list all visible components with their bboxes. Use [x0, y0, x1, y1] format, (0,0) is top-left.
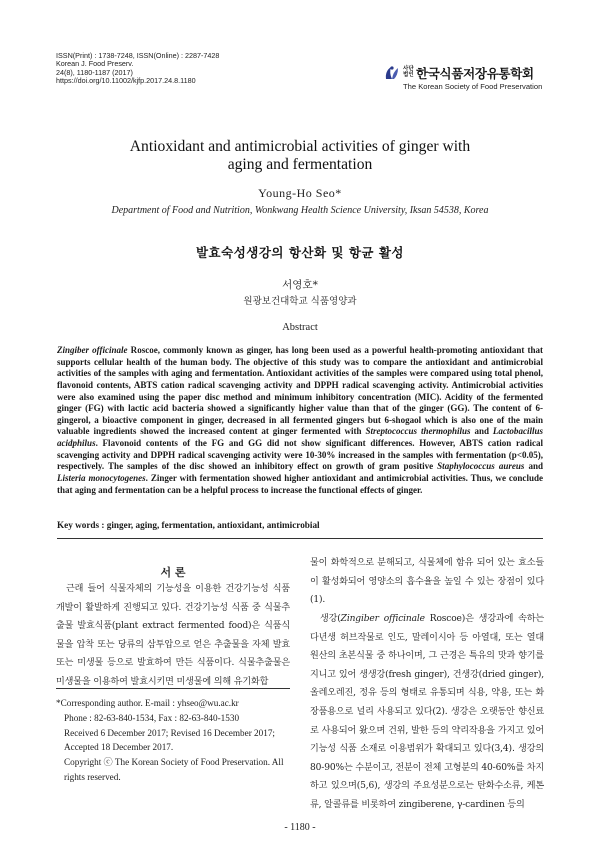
korean-affiliation: 원광보건대학교 식품영양과 — [243, 296, 357, 307]
abstract-heading: Abstract — [282, 322, 318, 333]
intro-paragraph-right-2: 생강(Zingiber officinale Roscoe)은 생강과에 속하는 다년생 허브작물로 인도, 말레이시아 등 아열대, 또는 열대 원산의 초본식물 중 하나이며, 그 근경은 특유의 맛과 향기를 지니고 있어 생생강(fresh ginger), 건생강(dried ginger), 올레오레진, 정유 등의 형태로 유통되며 식용, 약용, 또는 화장품용으로 널리 사용되고 있다(2). 생강은 오랫동안 향신료로 사용되어 왔으며 건위, 발한 등의 약리작용을 가지고 있어 기능성 식품 소재로 이용범위가 확대되고 있다(3,4). 생강의 80-90%는 수분이고, 전분이 전체 고형분의 40-60%를 차지하고 있으며(5,6), 생강의 주요성분으로는 탄화수소류, 케톤류, 알콜류를 비롯하여 zingiberene, γ-cardinen 등의 — [310, 614, 544, 810]
logo-small-text: 사단 법인 — [403, 66, 414, 78]
doi-link[interactable]: https://doi.org/10.11002/kjfp.2017.24.8.1180 — [56, 75, 196, 85]
intro-heading: 서 론 — [160, 566, 186, 579]
society-emblem-icon — [383, 64, 401, 82]
volume-line: 24(8), 1180-1187 (2017) — [56, 67, 133, 77]
article-title: Antioxidant and antimicrobial activities of ginger with aging and fermentation — [129, 138, 471, 173]
logo-english-name: The Korean Society of Food Preservation — [403, 82, 543, 91]
corresponding-author: *Corresponding author. E-mail : yhseo@wu.ac.kr — [56, 698, 239, 708]
footnote-divider — [56, 688, 290, 689]
accepted-date: Accepted 18 December 2017. — [64, 742, 174, 753]
keywords-label: Key words : — [57, 520, 105, 530]
author-name: Young-Ho Seo* — [258, 186, 342, 200]
keywords — [57, 520, 543, 530]
phone-fax: Phone : 82-63-840-1534, Fax : 82-63-840-1530 — [64, 712, 240, 723]
issn-line: ISSN(Print) : 1738-7248, ISSN(Online) : 2287-7428 — [56, 51, 220, 60]
korean-title: 발효숙성생강의 항산화 및 항균 활성 — [195, 245, 405, 260]
society-logo — [383, 60, 553, 100]
keywords-list: ginger, aging, fermentation, antioxidant, antimicrobial — [104, 520, 320, 530]
author-affiliation: Department of Food and Nutrition, Wonkwang Health Science University, Iksan 54538, Korea — [111, 205, 489, 216]
copyright: Copyright ⓒ The Korean Society of Food Preservation. All rights reserved. — [64, 757, 284, 782]
footnote — [56, 696, 290, 785]
page-number: - 1180 - — [284, 822, 316, 833]
abstract-body: Zingiber officinale Roscoe, commonly known as ginger, has long been used as a powerful health-promoting antioxidant that supports cellular health of the human body. The objective of this study was to compare the antioxidant and antimicrobial activities of the samples with aging and fermentation. Antioxidant activities of the samples were compared using total phenol, flavonoid contents, ABTS cation radical scavenging activity and DPPH radical scavenging activity. Antimicrobial activities were also examined using the paper disc method and minimum inhibitory concentration (MIC). Acidity of the fermented ginger (FG) with lactic acid bacteria showed a significantly higher value than that of the ginger (GG). The content of 6-gingerol, a bioactive component in ginger, decreased in all fermented gingers but 6-shogaol which is also one of the main valuable ingredients showed the increased content at ginger fermented with Streptococcus thermophilus and Lactobacillus acidphilus. Flavonoid contents of the FG and GG did not show significant differences. However, ABTS cation radical scavenging activity and DPPH radical scavenging activity were 10-30% increased in the samples with fermentation (p<0.05), respectively. The samples of the disc showed an inhibitory effect on growth of gram positive Staphylococcus aureus and Listeria monocytogenes. Zinger with fermentation showed higher antioxidant and antimicrobial activities. Thus, we conclude that aging and fermentation can be a helpful process to increase the functional effects of ginger. — [57, 345, 543, 495]
intro-paragraph-left: 근래 들어 식물자체의 기능성을 이용한 건강기능성 식품 개발이 활발하게 진행되고 있다. 건강기능성 식품 중 식물추출물 발효식품(plant extract fermented food)은 식품식물을 압착 또는 당류의 삼투압으로 얻은 추출물을 자체 발효 또는 미생물 등으로 발효하여 만든 식품이다. 식물추출물은 미생물을 이용하여 발효시키면 미생물에 의해 유기화합 — [56, 584, 290, 687]
korean-author-name: 서영호* — [282, 279, 318, 291]
journal-line: Korean J. Food Preserv. — [56, 59, 134, 69]
logo-korean-name: 한국식품저장유통학회 — [416, 66, 534, 81]
abstract-divider — [57, 538, 543, 539]
journal-metadata — [56, 52, 219, 85]
received-revised: Received 6 December 2017; Revised 16 December 2017; — [64, 727, 275, 738]
intro-paragraph-right-1: 물이 화학적으로 분해되고, 식물체에 함유 되어 있는 효소들이 활성화되어 영양소의 흡수율을 높일 수 있는 장점이 있다(1). — [310, 558, 544, 606]
